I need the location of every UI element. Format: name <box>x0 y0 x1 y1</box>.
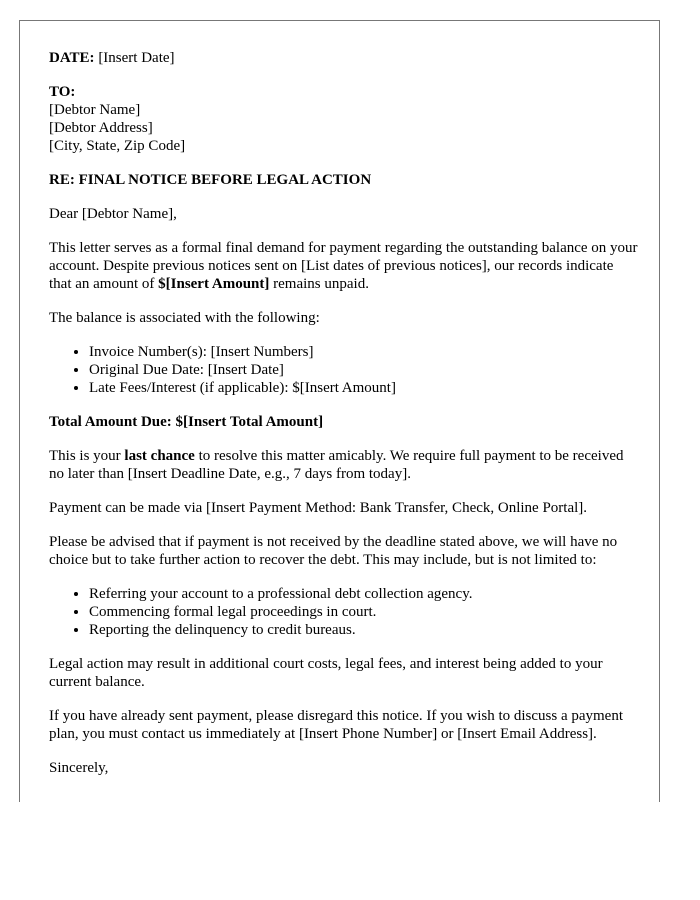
paragraph-demand <box>49 239 639 293</box>
balance-intro: The balance is associated with the following: <box>49 310 320 326</box>
outstanding-amount: $[Insert Amount] <box>158 276 270 292</box>
paragraph-last-chance-end: to resolve this matter amicably. We require full payment to be received no later than [Insert Deadline Date, e.g., 7 days from today]. <box>49 448 624 482</box>
subject-line <box>49 171 639 189</box>
paragraph-costs: Legal action may result in additional court costs, legal fees, and interest being added to your current balance. <box>49 656 603 690</box>
paragraph-last-chance-text: This is your <box>49 448 125 464</box>
paragraph-demand-end: remains unpaid. <box>269 276 369 292</box>
paragraph-advised: Please be advised that if payment is not received by the deadline stated above, we will have no choice but to take further action to recover the debt. This may include, but is not limited to: <box>49 534 618 568</box>
date-value: [Insert Date] <box>98 50 175 66</box>
last-chance-emphasis: last chance <box>124 448 195 464</box>
list-item: • Original Due Date: [Insert Date] <box>89 361 639 379</box>
balance-list <box>49 343 639 397</box>
list-item: • Invoice Number(s): [Insert Numbers] <box>89 343 639 361</box>
payment-methods: Payment can be made via [Insert Payment Method: Bank Transfer, Check, Online Portal]. <box>49 500 588 516</box>
total-due-line <box>49 413 639 431</box>
action-list <box>49 585 639 639</box>
letter-page <box>19 20 660 802</box>
salutation: Dear [Debtor Name], <box>49 206 177 222</box>
recipient-address: [Debtor Address] <box>49 120 153 136</box>
list-item: • Commencing formal legal proceedings in court. <box>89 603 639 621</box>
list-item: • Reporting the delinquency to credit bureaus. <box>89 621 639 639</box>
recipient-name: [Debtor Name] <box>49 102 141 118</box>
closing: Sincerely, <box>49 760 109 776</box>
total-due: Total Amount Due: $[Insert Total Amount] <box>49 414 324 430</box>
date-label: DATE: <box>49 50 95 66</box>
paragraph-contact: If you have already sent payment, please disregard this notice. If you wish to discuss a payment plan, you must contact us immediately at [Insert Phone Number] or [Insert Email Address]. <box>49 708 624 742</box>
recipient-block <box>49 83 639 155</box>
list-item: • Referring your account to a professional debt collection agency. <box>89 585 639 603</box>
recipient-label: TO: <box>49 84 76 100</box>
paragraph-last-chance <box>49 447 639 483</box>
paragraph-demand-text: This letter serves as a formal final demand for payment regarding the outstanding balance on your account. Despite previous notices sent on [List dates of previous notices], our records indicate that an amount of <box>49 240 638 292</box>
letter-body <box>49 49 639 793</box>
recipient-city: [City, State, Zip Code] <box>49 138 186 154</box>
date-line <box>49 49 639 67</box>
list-item: • Late Fees/Interest (if applicable): $[Insert Amount] <box>89 379 639 397</box>
subject-text: RE: FINAL NOTICE BEFORE LEGAL ACTION <box>49 172 372 188</box>
